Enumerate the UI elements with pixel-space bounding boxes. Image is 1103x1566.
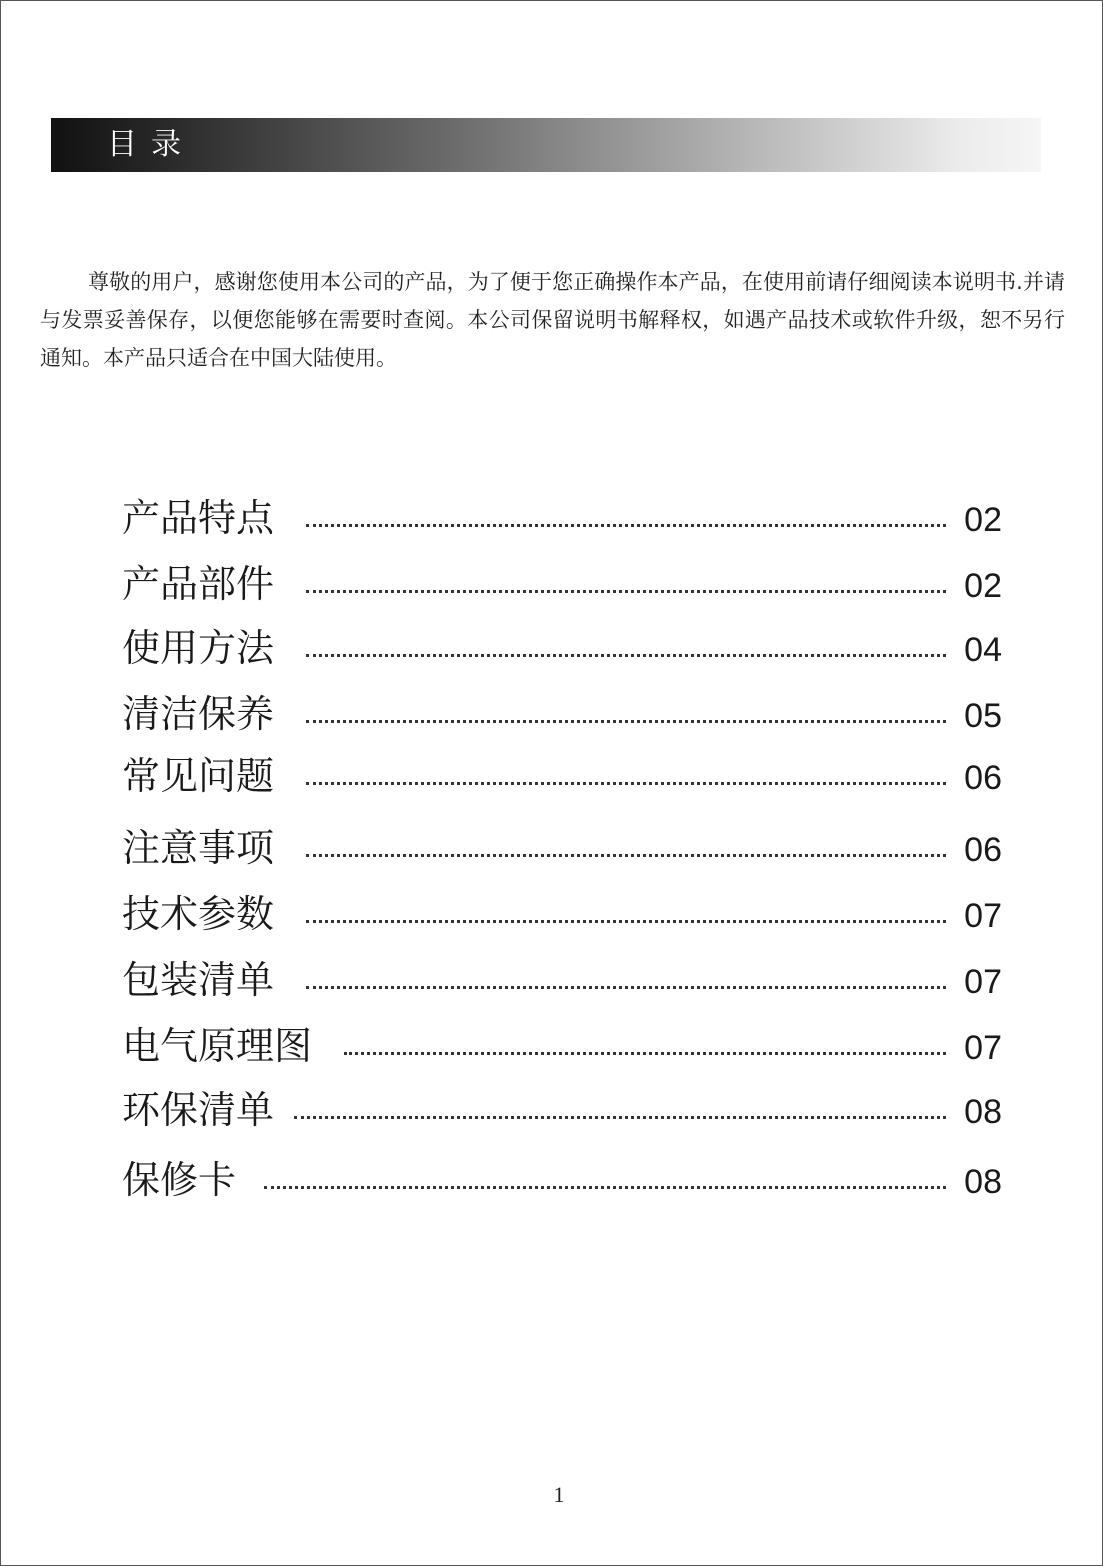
dot-leader: [264, 1186, 946, 1189]
toc-entry-page: 07: [964, 897, 1002, 935]
toc-entry-label: 环保清单: [122, 1088, 275, 1132]
toc-entry-usage[interactable]: [122, 608, 1002, 672]
toc-entry-label: 包装清单: [122, 958, 275, 1002]
dot-leader: [306, 524, 946, 527]
toc-entry-specs[interactable]: [122, 874, 1002, 938]
toc-entry-parts[interactable]: [122, 544, 1002, 608]
toc-entry-label: 清洁保养: [122, 692, 275, 736]
dot-leader: [306, 986, 946, 989]
toc-entry-page: 02: [964, 567, 1002, 605]
toc-entry-label: 产品部件: [122, 562, 275, 606]
dot-leader: [306, 654, 946, 657]
toc-entry-package[interactable]: [122, 940, 1002, 1004]
dot-leader: [306, 590, 946, 593]
toc-entry-page: 05: [964, 697, 1002, 735]
toc-entry-page: 08: [964, 1093, 1002, 1131]
toc-entry-page: 06: [964, 759, 1002, 797]
dot-leader: [306, 920, 946, 923]
toc-entry-page: 07: [964, 1029, 1002, 1067]
toc-entry-warranty[interactable]: [122, 1140, 1002, 1204]
toc-entry-page: 08: [964, 1163, 1002, 1201]
toc-entry-label: 注意事项: [122, 826, 275, 870]
toc-entry-label: 使用方法: [122, 626, 275, 670]
toc-entry-features[interactable]: [122, 478, 1002, 542]
dot-leader: [344, 1052, 946, 1055]
dot-leader: [306, 782, 946, 785]
toc-entry-page: 04: [964, 631, 1002, 669]
section-title-bar: [51, 118, 1041, 172]
dot-leader: [294, 1116, 946, 1119]
toc-entry-page: 02: [964, 501, 1002, 539]
page-number: 1: [553, 1482, 565, 1507]
toc-entry-cleaning[interactable]: [122, 674, 1002, 738]
toc-entry-label: 产品特点: [122, 496, 275, 540]
toc-entry-label: 技术参数: [122, 892, 275, 936]
toc-entry-label: 常见问题: [122, 754, 275, 798]
intro-paragraph: 尊敬的用户，感谢您使用本公司的产品，为了便于您正确操作本产品，在使用前请仔细阅读本说明书.并请与发票妥善保存，以便您能够在需要时查阅。本公司保留说明书解释权，如遇产品技术或软件升级，恕不另行通知。本产品只适合在中国大陆使用。: [40, 270, 1065, 370]
dot-leader: [306, 720, 946, 723]
toc-entry-page: 07: [964, 963, 1002, 1001]
dot-leader: [306, 854, 946, 857]
toc-entry-page: 06: [964, 831, 1002, 869]
toc-entry-label: 电气原理图: [122, 1024, 313, 1068]
page-title: 目录: [107, 127, 195, 162]
toc-entry-precautions[interactable]: [122, 808, 1002, 872]
toc-entry-environment[interactable]: [122, 1070, 1002, 1134]
toc-entry-faq[interactable]: [122, 736, 1002, 800]
toc-entry-circuit[interactable]: [122, 1006, 1002, 1070]
toc-entry-label: 保修卡: [122, 1158, 237, 1202]
